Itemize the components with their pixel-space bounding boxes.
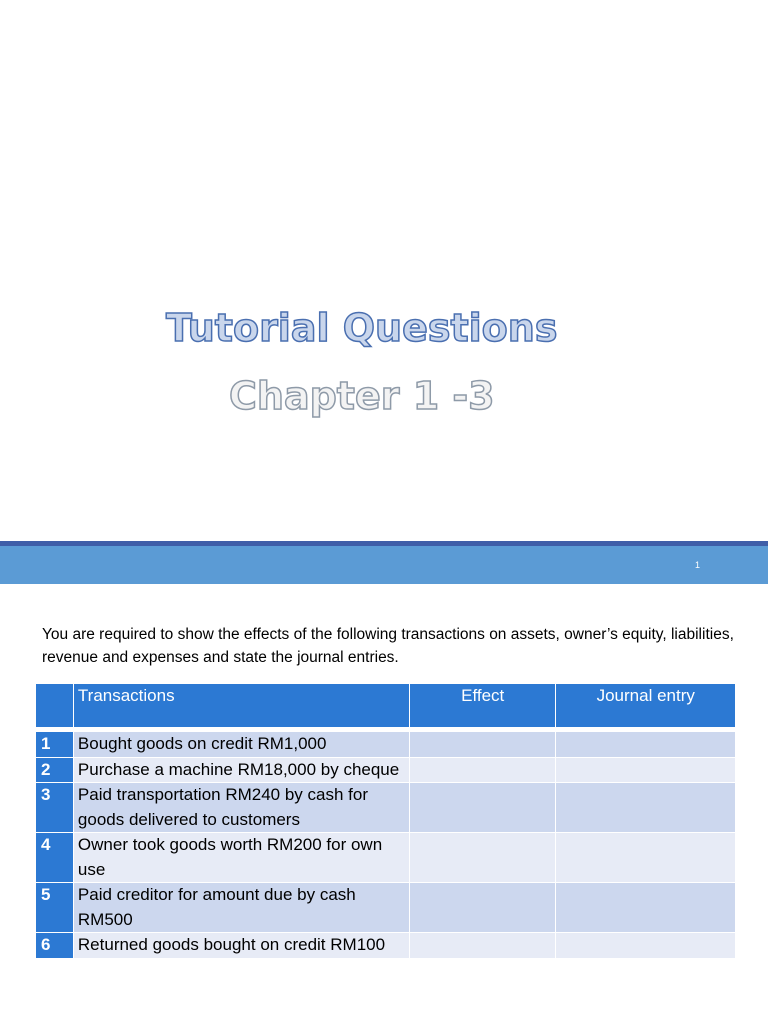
journal-entry-cell[interactable] [556,833,736,883]
row-number: 4 [36,833,74,883]
transaction-cell: Paid transportation RM240 by cash for goods delivered to customers [73,783,409,833]
header-effect: Effect [409,684,556,728]
header-journal-entry: Journal entry [556,684,736,728]
slide-footer [0,546,768,584]
transaction-cell: Owner took goods worth RM200 for own use [73,833,409,883]
slide-page-number: 1 [694,560,700,570]
effect-cell[interactable] [409,732,556,758]
transaction-cell: Bought goods on credit RM1,000 [73,732,409,758]
table-row [36,732,736,758]
transaction-cell: Paid creditor for amount due by cash RM500 [73,883,409,933]
table-row [36,757,736,783]
journal-entry-cell[interactable] [556,933,736,959]
effect-cell[interactable] [409,757,556,783]
transactions-table [35,683,736,959]
row-number: 6 [36,933,74,959]
slide-subtitle: Chapter 1 -3 [229,374,495,418]
transaction-cell: Purchase a machine RM18,000 by cheque [73,757,409,783]
row-number: 1 [36,732,74,758]
effect-cell[interactable] [409,833,556,883]
slide-title: Tutorial Questions [166,306,558,350]
header-number [36,684,74,728]
effect-cell[interactable] [409,933,556,959]
journal-entry-cell[interactable] [556,757,736,783]
row-number: 2 [36,757,74,783]
effect-cell[interactable] [409,883,556,933]
question-text: You are required to show the effects of the following transactions on assets, owner’s equity, liabilities, revenue and expenses and state the journal entries. [42,626,734,666]
table-row [36,783,736,833]
table-row [36,883,736,933]
header-transactions: Transactions [73,684,409,728]
journal-entry-cell[interactable] [556,732,736,758]
journal-entry-cell[interactable] [556,883,736,933]
table-row [36,833,736,883]
table-header-row [36,684,736,728]
row-number: 3 [36,783,74,833]
effect-cell[interactable] [409,783,556,833]
transaction-cell: Returned goods bought on credit RM100 [73,933,409,959]
journal-entry-cell[interactable] [556,783,736,833]
row-number: 5 [36,883,74,933]
table-row [36,933,736,959]
